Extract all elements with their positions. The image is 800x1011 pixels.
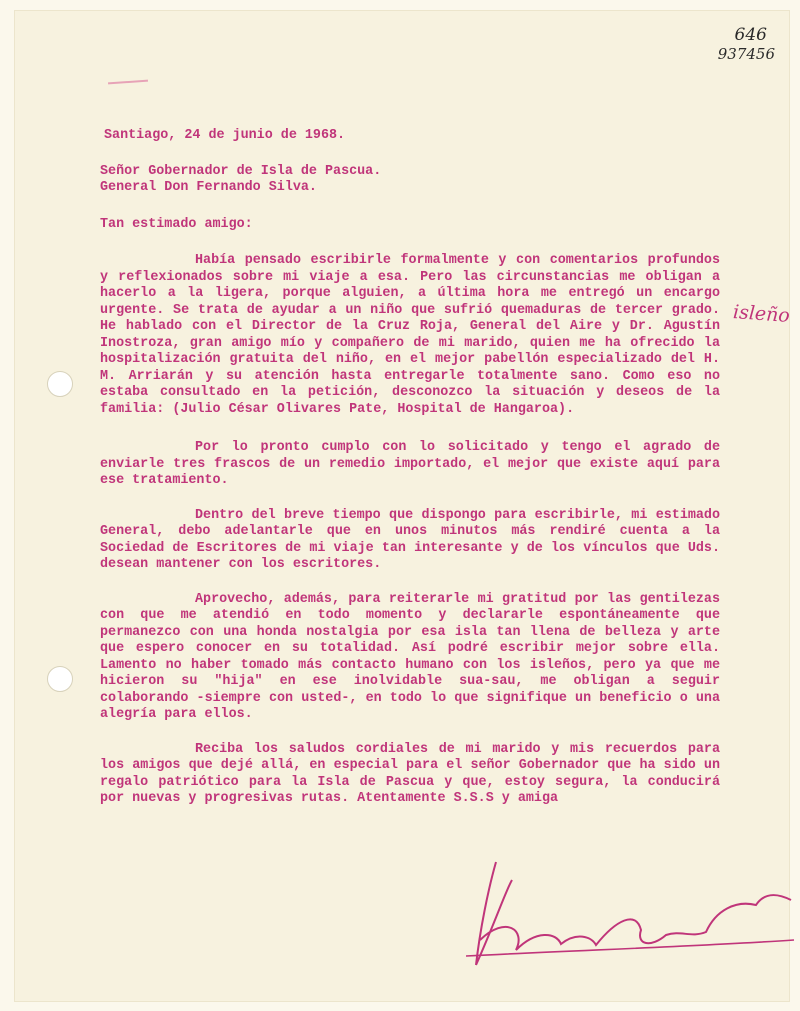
recipient-line-2: General Don Fernando Silva. xyxy=(100,180,317,195)
paragraph: Había pensado escribirle formalmente y con comentarios profundos y reflexionados sobre mi viaje a esa. Pero las circunstancias me obligan a hacerlo a la ligera, porque alguien, a última hora me entregó un encargo urgente. Se trata de ayudar a un niño que sufrió quemaduras de tercer grado. He hablado con el Director de la Cruz Roja, General del Aire y Dr. Agustín Inostroza, gran amigo mío y compañero de mi marido, quien me ha ofrecido la hospitalización gratuita del niño, en el mejor pabellón especializado del H. M. Arriarán y su atención hasta entregarle totalmente sano. Como eso no estaba consultado en la petición, desconozco la situación y deseos de la familia: (Julio César Olivares Pate, Hospital de Hangaroa). xyxy=(100,253,720,417)
archive-number-1: 646 xyxy=(734,25,767,45)
paragraph: Dentro del breve tiempo que dispongo para escribirle, mi estimado General, debo adelantarle que en unos minutos más rendiré cuenta a la Sociedad de Escritores de mi viaje tan interesante y de los vínculos que Uds. desean mantener con los escritores. xyxy=(100,507,720,572)
archive-number-2: 937456 xyxy=(717,45,775,63)
date-line: Santiago, 24 de junio de 1968. xyxy=(104,128,346,143)
paragraph: Por lo pronto cumplo con lo solicitado y tengo el agrado de enviarle tres frascos de un remedio importado, el mejor que existe aquí para ese tratamiento. xyxy=(100,440,720,488)
punch-hole xyxy=(47,666,73,692)
letter-body xyxy=(100,128,720,826)
paragraph: Aprovecho, además, para reiterarle mi gratitud por las gentilezas con que me atendió en todo momento y declararle espontáneamente que permanezco con una honda nostalgia por esa isla tan llena de belleza y arte que espero conocer en su totalidad. Así podré escribir mejor sobre ella. Lamento no haber tomado más contacto humano con los isleños, pero ya que me hicieron su "hija" en ese inolvidable sua-sau, me obligan a seguir colaborando -siempre con usted-, en todo lo que signifique un beneficio o una alegría para ellos. xyxy=(100,591,720,722)
ink-mark xyxy=(108,80,148,85)
margin-note: isleño xyxy=(732,301,791,327)
punch-hole xyxy=(47,371,73,397)
recipient-block xyxy=(100,164,720,197)
greeting: Tan estimado amigo: xyxy=(100,216,253,232)
handwritten-signature xyxy=(466,860,796,970)
paragraph: Reciba los saludos cordiales de mi marido y mis recuerdos para los amigos que dejé allá, en especial para el señor Gobernador que ha sido un regalo patriótico para la Isla de Pascua y que, estoy segura, la conducirá por nuevas y progresivas rutas. Atentamente S.S.S y amiga xyxy=(100,741,720,806)
recipient-line-1: Señor Gobernador de Isla de Pascua. xyxy=(100,163,382,179)
